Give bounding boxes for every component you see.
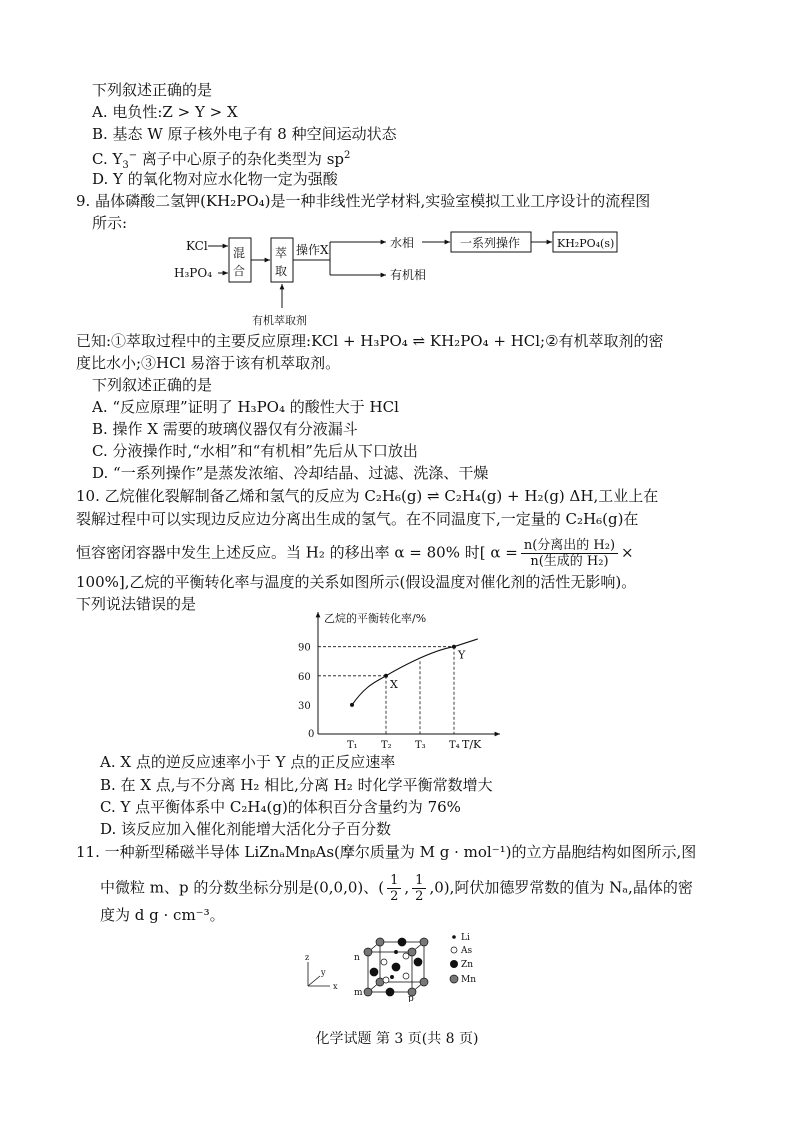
q9-flow-diagram xyxy=(160,230,640,330)
q9-option-c: C. 分液操作时,“水相”和“有机相”先后从下口放出 xyxy=(92,442,418,460)
chart-y-tick-90: 90 xyxy=(298,642,311,654)
q8-option-d: D. Y 的氧化物对应水化物一定为强酸 xyxy=(92,170,338,188)
flow-water: 水相 xyxy=(390,236,415,250)
flow-extract-1: 萃 xyxy=(275,246,288,260)
axis-y: y xyxy=(321,968,326,977)
q10-stem-line2: 裂解过程中可以实现边反应边分离出生成的氢气。在不同温度下,一定量的 C₂H₆(g)在 xyxy=(76,510,639,528)
q10-alpha-fraction: $\frac{\text{n(分离出的 H₂)}}{\text{n(生成的 H₂)}}$ xyxy=(521,538,618,569)
q9-option-b: B. 操作 X 需要的玻璃仪器仅有分液漏斗 xyxy=(92,420,358,438)
q8-stem: 下列叙述正确的是 xyxy=(92,81,213,99)
q11-half-fraction-1: $\frac{1}{2}$ xyxy=(387,873,401,904)
chart-label-X: X xyxy=(390,677,398,691)
label-n: n xyxy=(354,953,360,963)
q10-stem-line5: 下列说法错误的是 xyxy=(76,595,197,613)
legend-li: Li xyxy=(461,933,470,943)
axis-z: z xyxy=(305,953,310,962)
label-m: m xyxy=(354,988,363,998)
chart-point-start xyxy=(350,703,354,707)
q10-option-c: C. Y 点平衡体系中 C₂H₄(g)的体积百分含量约为 76% xyxy=(100,798,461,816)
label-p: p xyxy=(408,994,414,1002)
q10-stem-line4: 100%],乙烷的平衡转化率与温度的关系如图所示(假设温度对催化剂的活性无影响)。 xyxy=(76,573,637,591)
q11-stem-line1: 11. 一种新型稀磁半导体 LiZnₐMnᵦAs(摩尔质量为 M g · mol⁻¹)的立方晶胞结构如图所示,图 xyxy=(76,843,697,861)
q11-stem-line2: 中微粒 m、p 的分数坐标分别是(0,0,0)、( $\frac{1}{2}$ , $\frac{1}{2}$ ,0),阿伏加德罗常数的值为 Nₐ,晶体的密 xyxy=(100,873,693,904)
chart-origin: 0 xyxy=(308,729,315,740)
chart-ylabel: 乙烷的平衡转化率/% xyxy=(324,612,427,625)
chart-xlabel: T/K xyxy=(462,738,482,751)
q10-conversion-chart xyxy=(290,606,510,754)
flow-organic: 有机相 xyxy=(390,268,427,282)
q9-stem-line2: 所示: xyxy=(92,214,128,232)
flow-extractant: 有机萃取剂 xyxy=(252,314,307,327)
flow-mix-1: 混 xyxy=(233,246,246,260)
q10-stem-line1: 10. 乙烷催化裂解制备乙烯和氢气的反应为 C₂H₆(g) ⇌ C₂H₄(g) + H₂(g) ΔH,工业上在 xyxy=(76,487,659,505)
q9-known-line1: 已知:①萃取过程中的主要反应原理:KCl + H₃PO₄ ⇌ KH₂PO₄ + HCl;②有机萃取剂的密 xyxy=(76,332,664,350)
flow-kcl: KCl xyxy=(186,239,208,253)
legend-zn: Zn xyxy=(461,960,474,970)
chart-point-X xyxy=(384,674,388,678)
q10-option-b: B. 在 X 点,与不分离 H₂ 相比,分离 H₂ 时化学平衡常数增大 xyxy=(100,776,493,794)
q8-option-c: C. $Y_3^-$ 离子中心原子的杂化类型为 $sp^2$ xyxy=(92,150,351,171)
flow-opx: 操作X xyxy=(296,243,329,257)
chart-point-Y xyxy=(452,645,456,649)
chart-label-Y: Y xyxy=(458,648,466,662)
q9-stem-line1: 9. 晶体磷酸二氢钾(KH₂PO₄)是一种非线性光学材料,实验室模拟工业工序设计的流程图 xyxy=(76,192,651,210)
chart-x-tick-2: T₂ xyxy=(381,740,392,751)
chart-y-tick-30: 30 xyxy=(298,700,311,712)
q10-stem-line3: 恒容密闭容器中发生上述反应。当 H₂ 的移出率 α = 80% 时[ α = $\frac{\text{n(分离出的 H₂)}}{\text{n(生成的 H₂)}}$ × xyxy=(76,538,634,569)
q11-half-fraction-2: $\frac{1}{2}$ xyxy=(412,873,426,904)
page-footer: 化学试题 第 3 页(共 8 页) xyxy=(315,1031,479,1047)
q8-option-a: A. 电负性:Z > Y > X xyxy=(92,103,238,121)
chart-x-tick-3: T₃ xyxy=(415,740,426,751)
chart-y-tick-60: 60 xyxy=(298,671,311,683)
flow-extract-2: 取 xyxy=(275,264,288,278)
q11-stem-line3: 度为 d g · cm⁻³。 xyxy=(100,906,225,924)
flow-mix-2: 合 xyxy=(233,264,246,278)
q11-crystal-cell xyxy=(296,930,496,1002)
legend-mn: Mn xyxy=(461,975,477,985)
q8-option-b: B. 基态 W 原子核外电子有 8 种空间运动状态 xyxy=(92,125,397,143)
q9-option-a: A. “反应原理”证明了 H₃PO₄ 的酸性大于 HCl xyxy=(92,398,399,416)
q10-option-a: A. X 点的逆反应速率小于 Y 点的正反应速率 xyxy=(100,753,396,771)
chart-x-tick-1: T₁ xyxy=(347,740,358,751)
q9-known-line2: 度比水小;③HCl 易溶于该有机萃取剂。 xyxy=(76,354,341,372)
q9-stem: 下列叙述正确的是 xyxy=(92,376,213,394)
flow-series: 一系列操作 xyxy=(460,236,521,250)
q10-option-d: D. 该反应加入催化剂能增大活化分子百分数 xyxy=(100,820,392,838)
q9-option-d: D. “一系列操作”是蒸发浓缩、冷却结晶、过滤、洗涤、干燥 xyxy=(92,464,489,482)
flow-h3po4: H₃PO₄ xyxy=(174,266,212,280)
flow-product: KH₂PO₄(s) xyxy=(557,237,615,250)
legend-as: As xyxy=(461,946,473,956)
chart-x-tick-4: T₄ xyxy=(449,740,460,751)
axis-x: x xyxy=(333,982,338,991)
